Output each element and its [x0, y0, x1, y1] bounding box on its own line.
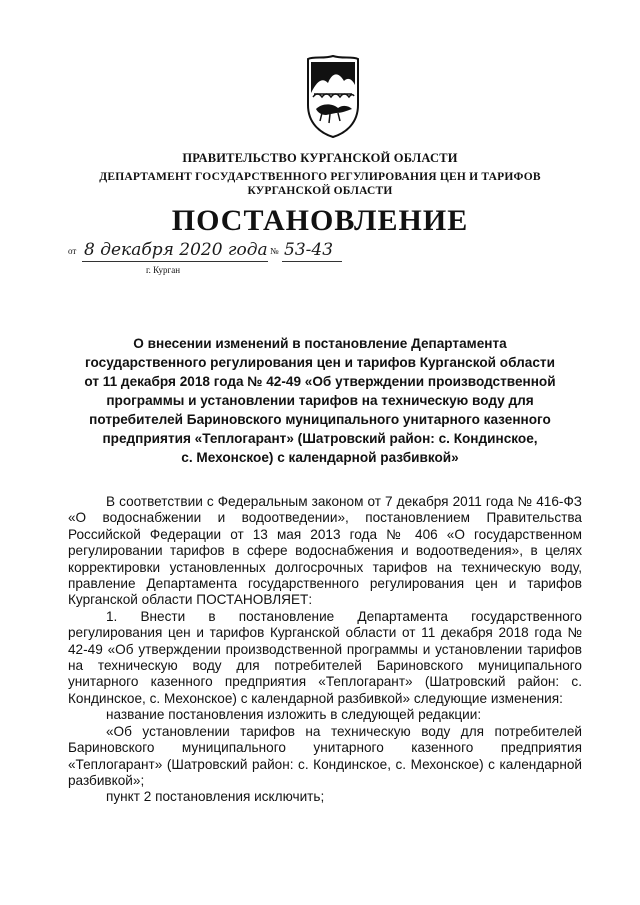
number-prefix: №: [270, 246, 279, 256]
handwritten-date: 8 декабря 2020 года: [84, 240, 268, 260]
coat-of-arms-icon: [302, 53, 364, 139]
document-type-title: ПОСТАНОВЛЕНИЕ: [171, 204, 469, 237]
subject-line: от 11 декабря 2018 года № 42-49 «Об утверждении производственной: [84, 374, 556, 389]
subject-line: государственного регулирования цен и тарифов Курганской области: [85, 355, 555, 370]
subject-line: О внесении изменений в постановление Департамента: [133, 336, 507, 351]
body-paragraph-new-title: «Об установлении тарифов на техническую воду для потребителей Бариновского муниципального унитарного казенного предприятия «Теплогарант» (Шатровский район: с. Кондинское, с. Мехонское) с календарной разбивкой»;: [68, 723, 582, 788]
body-paragraph-exclude: пункт 2 постановления исключить;: [106, 789, 325, 805]
government-name: ПРАВИТЕЛЬСТВО КУРГАНСКОЙ ОБЛАСТИ: [182, 151, 458, 165]
document-body: [68, 494, 582, 806]
subject-line: с. Мехонское) с календарной разбивкой»: [181, 450, 459, 465]
number-underline: [282, 261, 342, 262]
department-name: [0, 170, 640, 198]
department-name-line1: ДЕПАРТАМЕНТ ГОСУДАРСТВЕННОГО РЕГУЛИРОВАНИЯ ЦЕН И ТАРИФОВ: [99, 171, 541, 183]
body-paragraph-title-change: название постановления изложить в следующей редакции:: [106, 707, 482, 723]
subject-line: программы и установлении тарифов на техническую воду для: [106, 393, 534, 408]
department-name-line2: КУРГАНСКОЙ ОБЛАСТИ: [247, 185, 393, 197]
document-subject: [60, 334, 580, 467]
place-of-issue: г. Курган: [146, 265, 181, 275]
date-prefix: от: [68, 246, 77, 256]
body-paragraph-item-1: 1. Внести в постановление Департамента государственного регулирования цен и тарифов Курганской области от 11 декабря 2018 года № 42-49 «Об утверждении производственной программы и установлении тарифов на техническую воду для потребителей Бариновского муниципального унитарного казенного предприятия «Теплогарант» (Шатровский район: с. Кондинское, с. Мехонское) с календарной разбивкой» следующие изменения:: [68, 608, 582, 706]
subject-line: потребителей Бариновского муниципального унитарного казенного: [89, 412, 551, 427]
body-paragraph-preamble: В соответствии с Федеральным законом от 7 декабря 2011 года № 416-ФЗ «О водоснабжении и водоотведении», постановлением Правительства Российской Федерации от 13 мая 2013 года № 406 «О государственном регулировании тарифов в сфере водоснабжения и водоотведения», в целях корректировки установленных долгосрочных тарифов на техническую воду, правление Департамента государственного регулирования цен и тарифов Курганской области ПОСТАНОВЛЯЕТ:: [68, 494, 582, 608]
handwritten-number: 53-43: [284, 240, 334, 260]
date-underline: [82, 261, 268, 262]
subject-line: предприятия «Теплогарант» (Шатровский район: с. Кондинское,: [102, 431, 538, 446]
